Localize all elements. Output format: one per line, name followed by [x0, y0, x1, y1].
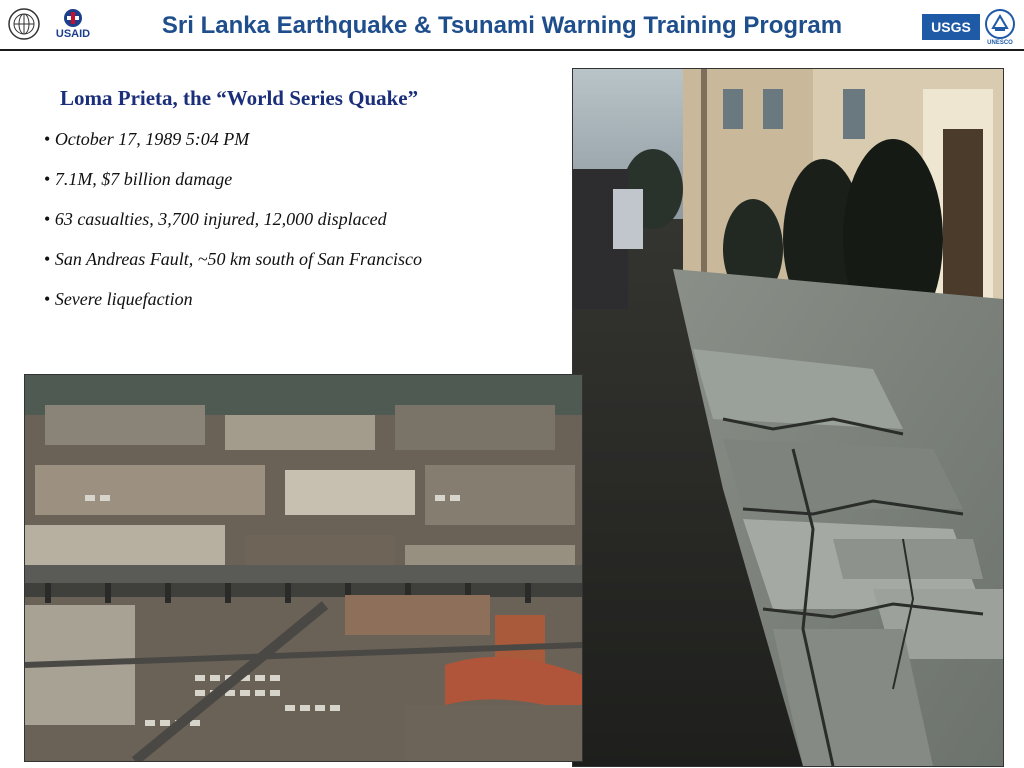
street-photo-illustration	[573, 69, 1003, 766]
aerial-photo-illustration	[25, 375, 582, 761]
slide-heading: Loma Prieta, the “World Series Quake”	[60, 86, 419, 110]
usaid-seal-icon	[50, 8, 96, 28]
usgs-logo: USGS	[922, 14, 980, 40]
unesco-label: UNESCO	[987, 40, 1013, 46]
bullet-date: • October 17, 1989 5:04 PM	[44, 128, 514, 150]
header-bar	[0, 0, 1024, 52]
bullet-casualties: • 63 casualties, 3,700 injured, 12,000 displaced	[44, 208, 514, 230]
usaid-label: USAID	[55, 28, 91, 40]
bullet-liquefaction: • Severe liquefaction	[44, 288, 514, 310]
header-divider	[0, 49, 1024, 51]
globe-seal-icon	[8, 8, 40, 40]
unesco-emblem-icon	[984, 8, 1016, 40]
usaid-logo	[50, 8, 96, 46]
bullet-magnitude: • 7.1M, $7 billion damage	[44, 168, 514, 190]
bullet-fault: • San Andreas Fault, ~50 km south of San Francisco	[44, 248, 514, 270]
street-damage-photo	[572, 68, 1004, 767]
bullet-list	[44, 128, 514, 328]
unesco-logo	[984, 8, 1016, 48]
aerial-damage-photo	[24, 374, 583, 762]
program-title: Sri Lanka Earthquake & Tsunami Warning Training Program	[161, 12, 843, 39]
